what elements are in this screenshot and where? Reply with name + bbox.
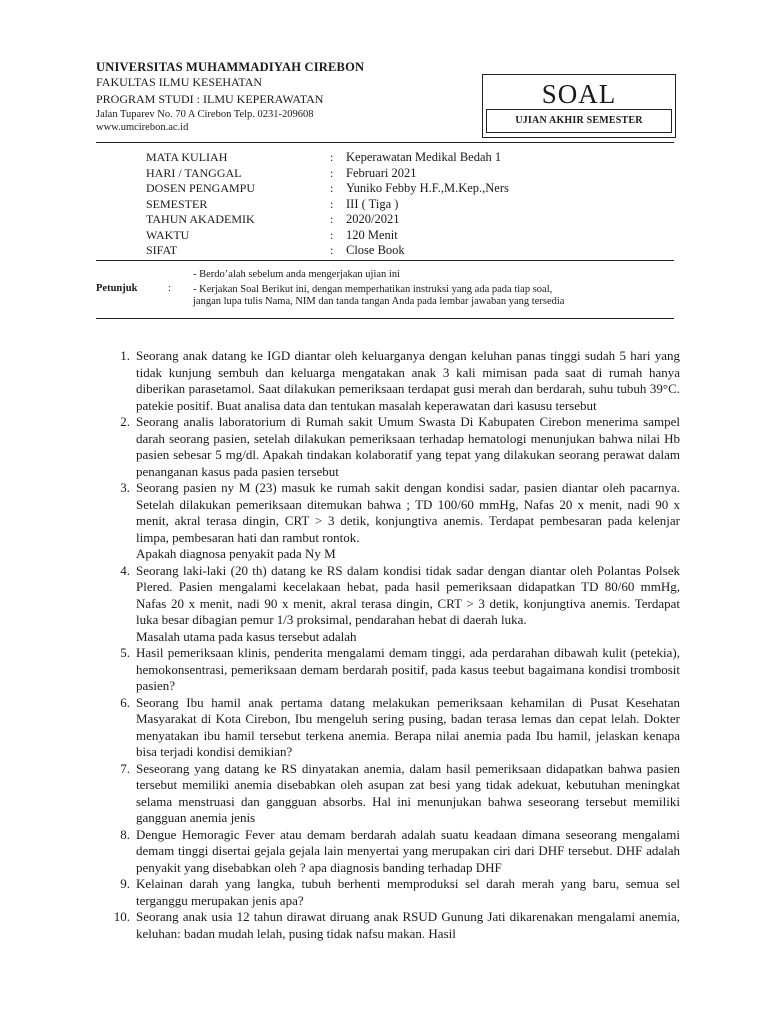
question-item: [108, 827, 680, 877]
question-prompt: Apakah diagnosa penyakit pada Ny M: [136, 546, 336, 561]
instruction-line: - Berdo’alah sebelum anda mengerjakan ujian ini: [193, 269, 401, 280]
question-item: [108, 645, 680, 695]
university-name: UNIVERSITAS MUHAMMADIYAH CIREBON: [96, 60, 365, 74]
question-item: [108, 695, 680, 761]
question-number: 2.: [120, 414, 130, 429]
question-text: Seorang analis laboratorium di Rumah sakit Umum Swasta Di Kabupaten Cirebon menerima sampel darah seorang pasien, setelah dilakukan pemeriksaan terhadap hematologi menunjukan bahwa nilai Hb pasien sebesar 5 mg/dl. Apakah tindakan kolaboratif yang tepat yang dilakukan seorang perawat dalam penanganan kasus pada pasien tersebut: [136, 414, 680, 479]
info-key: TAHUN AKADEMIK: [146, 212, 255, 226]
divider: [96, 260, 674, 261]
instruction-line: - Kerjakan Soal Berikut ini, dengan memperhatikan instruksi yang ada pada tiap soal,: [193, 284, 553, 295]
question-number: 9.: [120, 876, 130, 891]
info-key: HARI / TANGGAL: [146, 165, 242, 180]
question-text: Kelainan darah yang langka, tubuh berhenti memproduksi sel darah merah yang baru, semua sel terganggu merupakan jenis apa?: [136, 876, 680, 908]
question-number: 7.: [120, 760, 130, 776]
website: www.umcirebon.ac.id: [96, 122, 189, 133]
info-colon: :: [330, 212, 334, 226]
instruction-line: jangan lupa tulis Nama, NIM dan tanda tangan Anda pada lembar jawaban yang tersedia: [193, 296, 565, 307]
info-key: SIFAT: [146, 243, 178, 257]
question-item: [108, 414, 680, 480]
question-prompt: Masalah utama pada kasus tersebut adalah: [136, 628, 357, 644]
info-colon: :: [330, 150, 334, 164]
info-colon: :: [330, 243, 334, 257]
info-value: 2020/2021: [346, 212, 400, 226]
question-number: 10.: [113, 909, 130, 924]
question-number: 4.: [120, 562, 130, 578]
info-key: SEMESTER: [146, 196, 208, 211]
study-program: PROGRAM STUDI : ILMU KEPERAWATAN: [96, 92, 324, 106]
exam-type-label: UJIAN AKHIR SEMESTER: [486, 109, 672, 133]
info-value: 120 Menit: [346, 227, 398, 242]
info-value: Close Book: [346, 243, 405, 257]
question-number: 5.: [120, 645, 130, 660]
instructions-label: Petunjuk: [96, 283, 138, 294]
info-key: MATA KULIAH: [146, 150, 228, 164]
address: Jalan Tuparev No. 70 A Cirebon Telp. 0231-209608: [96, 109, 314, 120]
info-colon: :: [330, 165, 334, 180]
question-number: 8.: [120, 826, 130, 842]
question-text: Dengue Hemoragic Fever atau demam berdarah adalah suatu keadaan dimana seseorang mengalami demam tinggi disertai gejala gejala lain menyertai yang merupakan ciri dari DHF tersebut. DHF adalah penyakit yang disebabkan oleh ? apa diagnosis banding terhadap DHF: [136, 826, 680, 875]
question-item: [108, 480, 680, 563]
question-item: [108, 909, 680, 942]
divider: [96, 142, 674, 143]
question-text: Seorang pasien ny M (23) masuk ke rumah sakit dengan kondisi sadar, pasien diantar oleh pacarnya. Setelah dilakukan pemeriksaan ditemukan bahwa ; TD 100/60 mmHg, Nafas 20 x menit, nadi 90 x menit, akral terasa dingin, CRT > 3 detik, konjungtiva anemis. Terdapat pembesaran pada kelenjar limpa, pembesaran hati dan rambut rontok.: [136, 480, 680, 545]
instructions-colon: :: [168, 283, 171, 294]
info-value: III ( Tiga ): [346, 196, 399, 211]
info-value: Yuniko Febby H.F.,M.Kep.,Ners: [346, 181, 509, 195]
divider: [96, 318, 674, 319]
info-colon: :: [330, 181, 334, 195]
soal-box: [482, 74, 676, 138]
question-number: 1.: [120, 348, 130, 363]
info-colon: :: [330, 196, 334, 211]
faculty-name: FAKULTAS ILMU KESEHATAN: [96, 75, 263, 89]
question-number: 3.: [120, 480, 130, 495]
question-item: [108, 348, 680, 414]
question-number: 6.: [120, 694, 130, 710]
question-item: [108, 876, 680, 909]
question-text: Seorang anak usia 12 tahun dirawat diruang anak RSUD Gunung Jati dikarenakan mengalami anemia, keluhan: badan mudah lelah, pusing tidak nafsu makan. Hasil: [136, 909, 680, 941]
info-colon: :: [330, 227, 334, 242]
info-key: DOSEN PENGAMPU: [146, 181, 256, 195]
question-text: Seorang anak datang ke IGD diantar oleh keluarganya dengan keluhan panas tinggi sudah 5 hari yang tidak kunjung sembuh dan keluarga mengatakan anak 3 kali mimisan pada saat di rumah hanya diberikan parasetamol. Saat dilakukan pemeriksaan terdapat gusi merah dan berdarah, suhu tubuh 39°C. patekie positif. Buat analisa data dan tentukan masalah keperawatan dari kasusu tersebut: [136, 348, 680, 413]
info-key: WAKTU: [146, 227, 190, 242]
question-text: Hasil pemeriksaan klinis, penderita mengalami demam tinggi, ada perdarahan dibawah kulit (petekia), hemokonsentrasi, pemeriksaan demam berdarah positif, pada kasus teebut bagaimana kondisi trombosit pasien?: [136, 645, 680, 693]
question-text: Seorang Ibu hamil anak pertama datang melakukan pemeriksaan kehamilan di Pusat Kesehatan Masyarakat di Kota Cirebon, Ibu mengeluh sering pusing, badan terasa lemas dan cepat lelah. Dokter menyatakan ibu hamil tersebut terkena anemia. Berapa nilai anemia pada Ibu hamil, jelaskan kenapa bisa terjadi kondisi demikian?: [136, 694, 680, 759]
question-item: [108, 761, 680, 827]
info-value: Februari 2021: [346, 165, 417, 180]
question-item: [108, 563, 680, 646]
question-list: [108, 348, 680, 942]
info-value: Keperawatan Medikal Bedah 1: [346, 150, 502, 164]
soal-title: SOAL: [541, 79, 617, 109]
question-text: Seseorang yang datang ke RS dinyatakan anemia, dalam hasil pemeriksaan didapatkan bahwa pasien tersebut memiliki anemia disebabkan oleh asupan zat besi yang tidak adekuat, kebutuhan meningkat selama menstruasi dan gangguan absorbs. Hal ini menunjukan bahwa seseorang tersebut memiliki gangguan anemia jenis: [136, 760, 680, 825]
question-text: Seorang laki-laki (20 th) datang ke RS dalam kondisi tidak sadar dengan diantar oleh Polantas Polsek Plered. Pasien mengalami kecelakaan hebat, pada hasil pemeriksaan didapatkan TD 80/60 mmHg, Nafas 20 x menit, nadi 90 x menit, akral terasa dingin, CRT > 3 detik, konjungtiva anemis. Terdapat luka besar dibagian pemur 1/3 proksimal, pendarahan hebat di daerah luka.: [136, 562, 680, 627]
